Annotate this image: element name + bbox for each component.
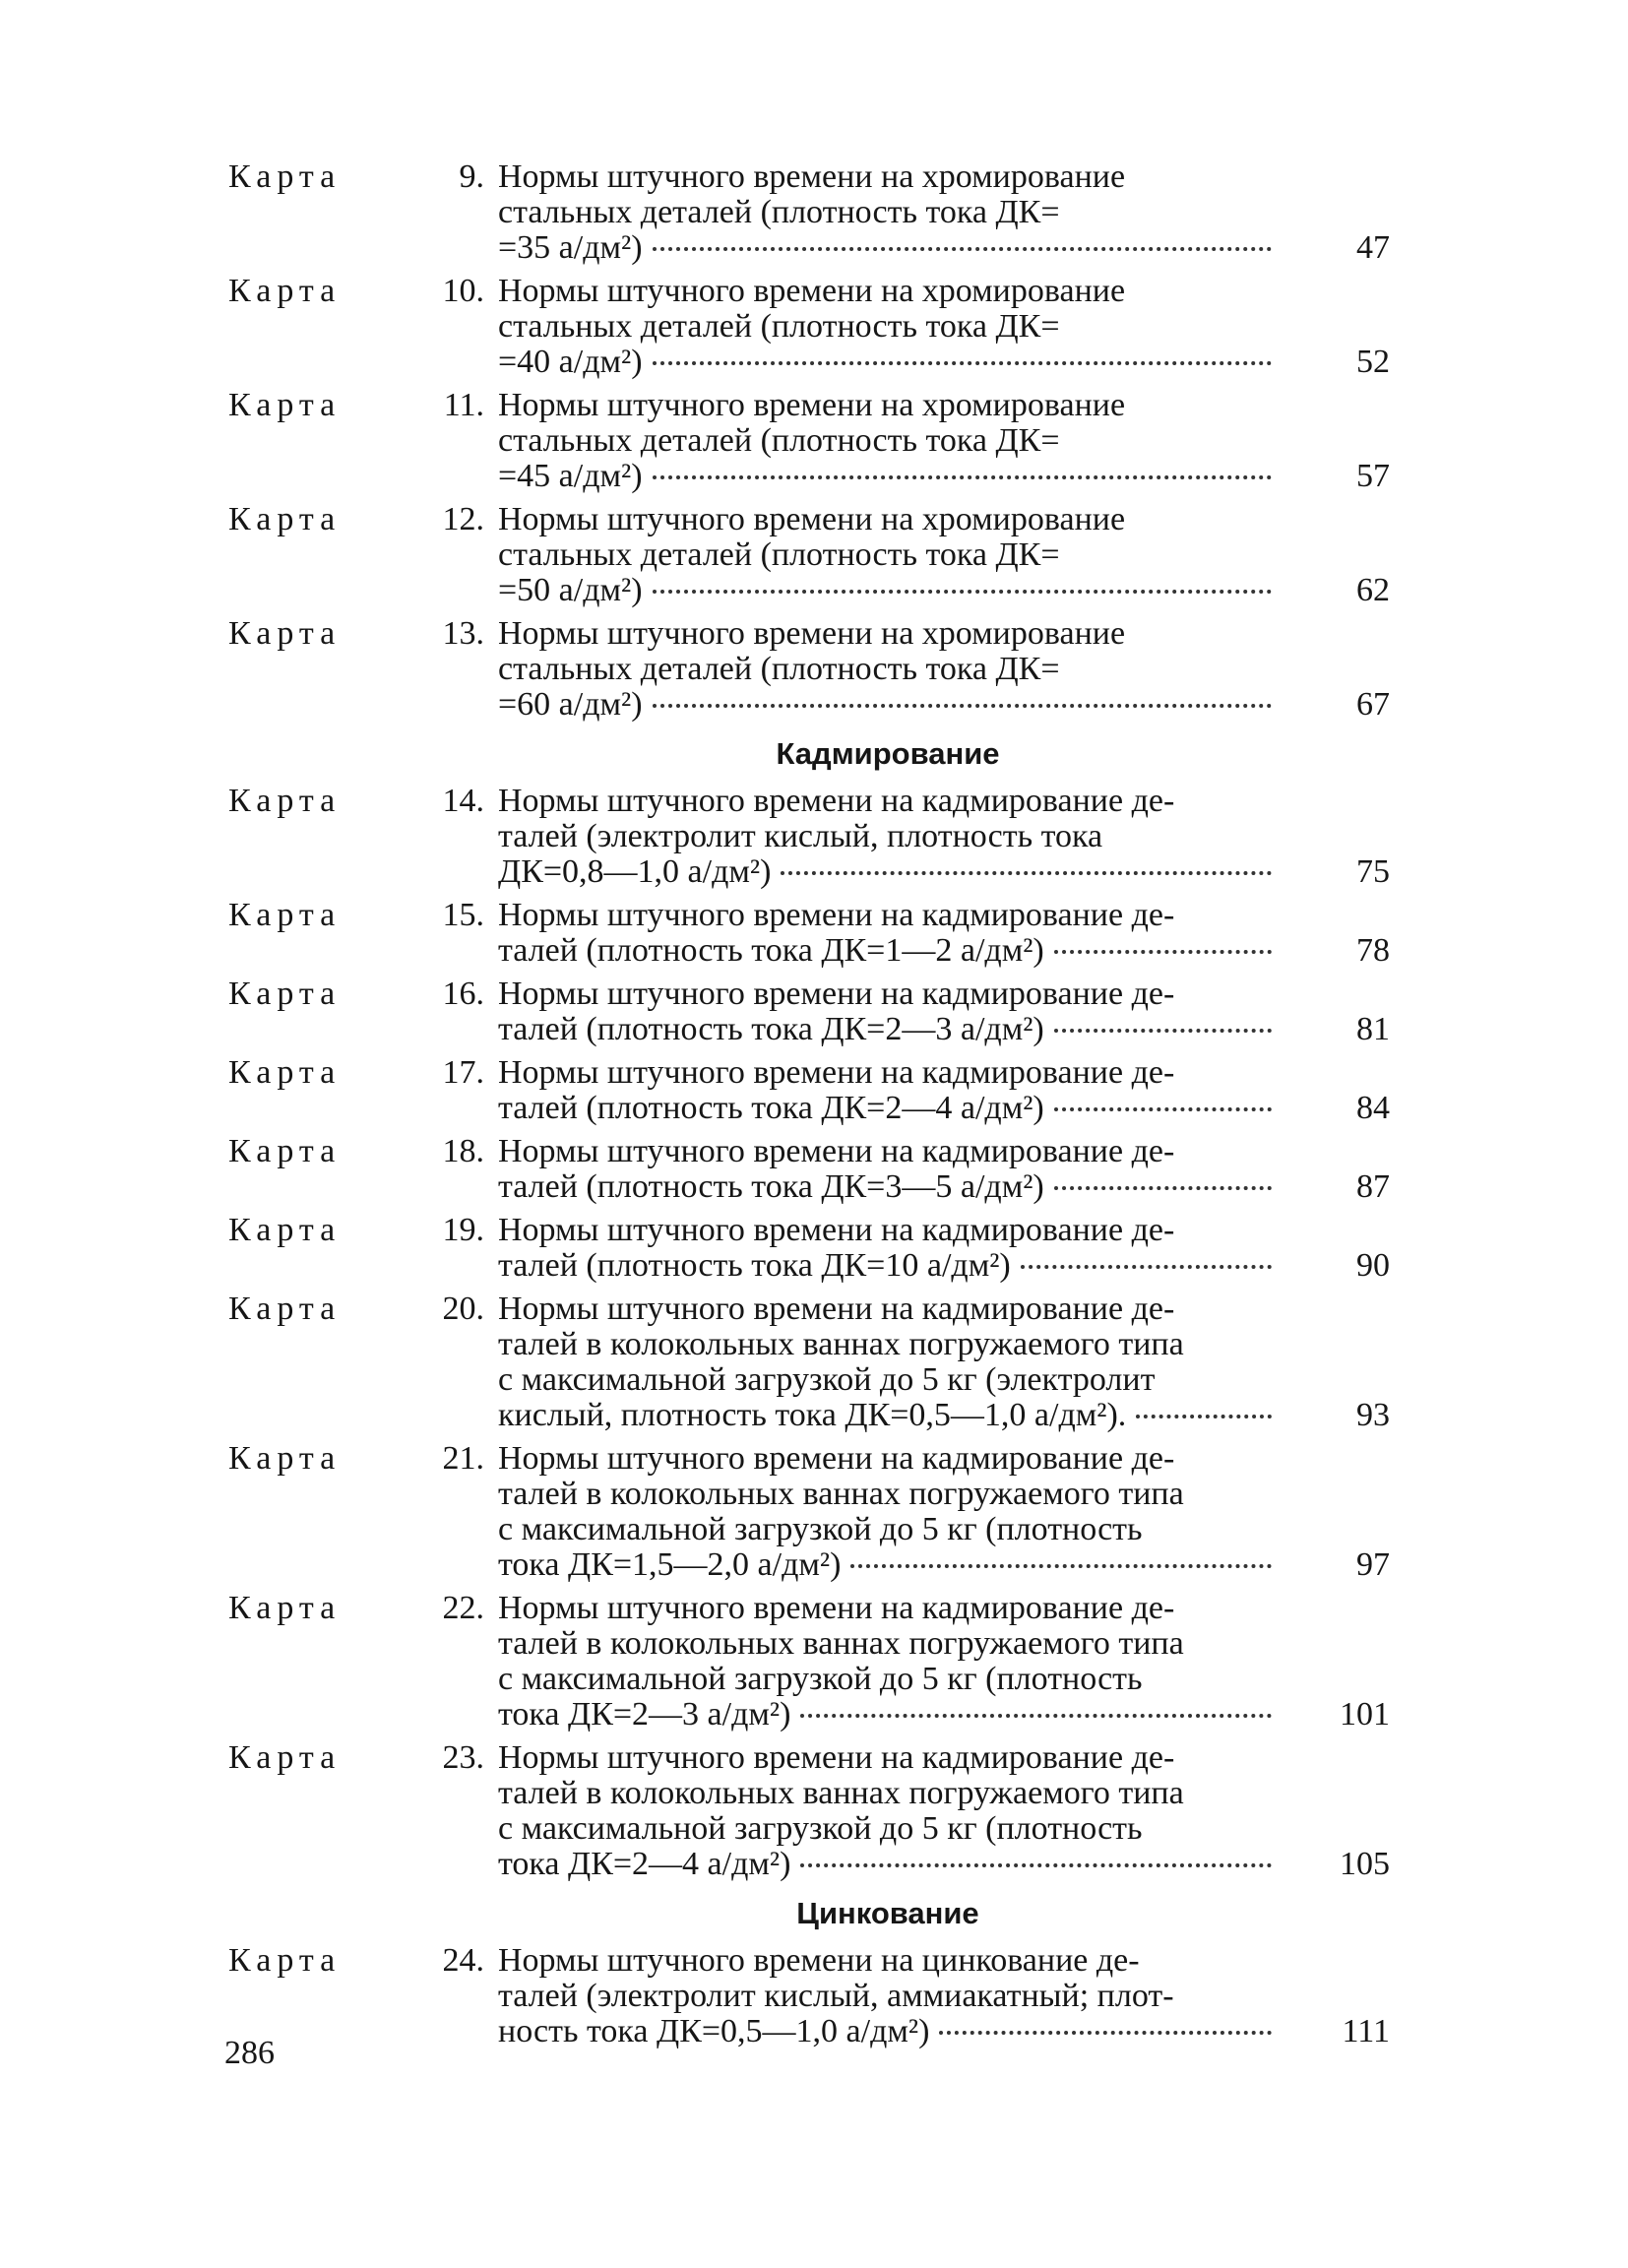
entry-line — [498, 784, 1390, 819]
entry-number: 16. — [442, 976, 484, 1012]
entry-line — [498, 933, 1390, 969]
entry-line-text: тока ДК=1,5—2,0 а/дм²) — [498, 1546, 842, 1583]
entry-line-text: тока ДК=2—4 а/дм²) — [498, 1846, 791, 1882]
entry-line — [498, 423, 1390, 459]
page-number: 286 — [224, 2035, 275, 2071]
section-heading-cadmium: Кадмирование — [776, 736, 1000, 771]
entry-line-text: талей (плотность тока ДК=1—2 а/дм²) — [498, 932, 1044, 969]
entry-description — [498, 1213, 1390, 1284]
entry-label: Карта — [228, 783, 342, 819]
entry-line-text: кислый, плотность тока ДК=0,5—1,0 а/дм²). — [498, 1397, 1127, 1433]
entry-label: Карта — [228, 501, 342, 537]
toc-entry — [228, 1292, 1390, 1433]
section-heading-zinc: Цинкование — [796, 1896, 979, 1930]
entry-label: Карта — [228, 897, 342, 933]
entry-line — [498, 1169, 1390, 1205]
toc-entry — [228, 502, 1390, 608]
entry-description — [498, 159, 1390, 266]
entry-description — [498, 1055, 1390, 1126]
entry-line-text: стальных деталей (плотность тока ДК= — [498, 651, 1060, 687]
entry-page-number: 111 — [1342, 2013, 1390, 2049]
entry-number: 19. — [442, 1212, 484, 1248]
entry-line — [498, 1012, 1390, 1047]
entry-label: Карта — [228, 1440, 342, 1477]
entry-line-text: Нормы штучного времени на хромирование — [498, 273, 1126, 309]
entry-number: 17. — [442, 1054, 484, 1091]
toc-entry — [228, 1213, 1390, 1284]
entry-line — [498, 976, 1390, 1012]
entry-line — [498, 1327, 1390, 1362]
toc-group-cadmium — [228, 784, 1390, 1882]
entry-line-text: Нормы штучного времени на кадмирование де- — [498, 783, 1175, 819]
entry-label: Карта — [228, 1133, 342, 1169]
entry-description — [498, 616, 1390, 723]
entry-number: 11. — [443, 387, 484, 423]
entry-description — [498, 388, 1390, 494]
entry-line-text: Нормы штучного времени на кадмирование де- — [498, 1054, 1175, 1091]
entry-line — [498, 1213, 1390, 1248]
entry-line-text: с максимальной загрузкой до 5 кг (плотность — [498, 1810, 1143, 1847]
entry-line — [498, 2014, 1390, 2049]
entry-label: Карта — [228, 387, 342, 423]
entry-line — [498, 1292, 1390, 1327]
entry-page-number: 101 — [1340, 1696, 1390, 1732]
entry-line-text: Нормы штучного времени на цинкование де- — [498, 1942, 1140, 1979]
entry-label: Карта — [228, 1590, 342, 1626]
dot-leader — [1054, 1186, 1272, 1190]
toc-entry — [228, 1055, 1390, 1126]
entry-line — [498, 616, 1390, 652]
entry-line — [498, 1811, 1390, 1847]
entry-label: Карта — [228, 273, 342, 309]
entry-line — [498, 502, 1390, 537]
entry-line — [498, 1697, 1390, 1732]
entry-line — [498, 1512, 1390, 1547]
entry-page-number: 84 — [1356, 1090, 1390, 1126]
entry-page-number: 75 — [1356, 853, 1390, 890]
toc-entry — [228, 1441, 1390, 1583]
table-of-contents — [228, 159, 1390, 2057]
entry-line — [498, 1134, 1390, 1169]
dot-leader — [653, 247, 1272, 251]
entry-line-text: с максимальной загрузкой до 5 кг (плотность — [498, 1511, 1143, 1547]
entry-line-text: стальных деталей (плотность тока ДК= — [498, 536, 1060, 573]
entry-line — [498, 1547, 1390, 1583]
entry-label: Карта — [228, 1054, 342, 1091]
entry-description — [498, 502, 1390, 608]
entry-line-text: Нормы штучного времени на хромирование — [498, 387, 1126, 423]
entry-line — [498, 274, 1390, 309]
entry-line — [498, 819, 1390, 854]
entry-line — [498, 854, 1390, 890]
entry-line — [498, 159, 1390, 195]
entry-line-text: =40 а/дм²) — [498, 344, 643, 380]
entry-number: 21. — [442, 1440, 484, 1477]
entry-line-text: тока ДК=2—3 а/дм²) — [498, 1696, 791, 1732]
entry-line — [498, 1776, 1390, 1811]
entry-line — [498, 1091, 1390, 1126]
dot-leader — [653, 361, 1272, 365]
dot-leader — [1021, 1265, 1272, 1269]
entry-line — [498, 1477, 1390, 1512]
toc-entry — [228, 898, 1390, 969]
toc-entry — [228, 388, 1390, 494]
entry-line-text: =50 а/дм²) — [498, 572, 643, 608]
entry-line-text: талей (плотность тока ДК=2—4 а/дм²) — [498, 1090, 1044, 1126]
entry-line — [498, 345, 1390, 380]
entry-line-text: =35 а/дм²) — [498, 229, 643, 266]
toc-entry — [228, 1943, 1390, 2049]
entry-description — [498, 1591, 1390, 1732]
entry-line — [498, 459, 1390, 494]
entry-number: 14. — [442, 783, 484, 819]
entry-page-number: 78 — [1356, 932, 1390, 969]
entry-number: 22. — [442, 1590, 484, 1626]
entry-page-number: 97 — [1356, 1546, 1390, 1583]
entry-number: 10. — [442, 273, 484, 309]
entry-page-number: 81 — [1356, 1011, 1390, 1047]
entry-line-text: Нормы штучного времени на кадмирование де- — [498, 1291, 1175, 1327]
entry-line — [498, 1847, 1390, 1882]
entry-line — [498, 1591, 1390, 1626]
dot-leader — [1054, 1107, 1272, 1111]
entry-label: Карта — [228, 158, 342, 195]
entry-line-text: с максимальной загрузкой до 5 кг (плотность — [498, 1661, 1143, 1697]
entry-number: 9. — [459, 158, 484, 195]
toc-entry — [228, 1591, 1390, 1732]
entry-line — [498, 1398, 1390, 1433]
entry-page-number: 52 — [1356, 344, 1390, 380]
entry-number: 12. — [442, 501, 484, 537]
entry-description — [498, 1441, 1390, 1583]
entry-line — [498, 1362, 1390, 1398]
entry-line-text: талей в колокольных ваннах погружаемого типа — [498, 1476, 1184, 1512]
entry-line-text: Нормы штучного времени на кадмирование де- — [498, 897, 1175, 933]
entry-line-text: талей (электролит кислый, аммиакатный; плот- — [498, 1978, 1174, 2014]
entry-page-number: 87 — [1356, 1168, 1390, 1205]
entry-page-number: 90 — [1356, 1247, 1390, 1284]
entry-line-text: Нормы штучного времени на хромирование — [498, 615, 1126, 652]
entry-page-number: 93 — [1356, 1397, 1390, 1433]
entry-line-text: талей (плотность тока ДК=3—5 а/дм²) — [498, 1168, 1044, 1205]
entry-number: 13. — [442, 615, 484, 652]
toc-entry — [228, 976, 1390, 1047]
entry-line-text: талей (плотность тока ДК=10 а/дм²) — [498, 1247, 1011, 1284]
toc-entry — [228, 1740, 1390, 1882]
entry-label: Карта — [228, 615, 342, 652]
entry-line — [498, 687, 1390, 723]
entry-line-text: талей (электролит кислый, плотность тока — [498, 818, 1103, 854]
dot-leader — [781, 871, 1272, 875]
dot-leader — [653, 475, 1272, 479]
entry-line-text: Нормы штучного времени на хромирование — [498, 501, 1126, 537]
entry-description — [498, 784, 1390, 890]
entry-description — [498, 274, 1390, 380]
dot-leader — [939, 2031, 1272, 2035]
entry-number: 23. — [442, 1739, 484, 1776]
entry-line — [498, 1740, 1390, 1776]
entry-label: Карта — [228, 1212, 342, 1248]
entry-line-text: стальных деталей (плотность тока ДК= — [498, 194, 1060, 230]
entry-line — [498, 388, 1390, 423]
entry-line-text: Нормы штучного времени на кадмирование де- — [498, 1739, 1175, 1776]
entry-description — [498, 1943, 1390, 2049]
dot-leader — [1136, 1415, 1272, 1418]
entry-line — [498, 1943, 1390, 1979]
entry-line-text: талей (плотность тока ДК=2—3 а/дм²) — [498, 1011, 1044, 1047]
entry-line-text: талей в колокольных ваннах погружаемого типа — [498, 1625, 1184, 1662]
entry-line — [498, 1626, 1390, 1662]
toc-entry — [228, 784, 1390, 890]
entry-line-text: с максимальной загрузкой до 5 кг (электролит — [498, 1361, 1156, 1398]
entry-line-text: талей в колокольных ваннах погружаемого типа — [498, 1775, 1184, 1811]
toc-group-chromium — [228, 159, 1390, 723]
entry-page-number: 57 — [1356, 458, 1390, 494]
entry-page-number: 47 — [1356, 229, 1390, 266]
entry-number: 20. — [442, 1291, 484, 1327]
dot-leader — [800, 1863, 1272, 1867]
dot-leader — [1054, 1029, 1272, 1033]
entry-label: Карта — [228, 1291, 342, 1327]
entry-line — [498, 1979, 1390, 2014]
entry-number: 15. — [442, 897, 484, 933]
dot-leader — [850, 1564, 1272, 1568]
entry-line-text: Нормы штучного времени на хромирование — [498, 158, 1126, 195]
entry-line — [498, 1055, 1390, 1091]
entry-line-text: Нормы штучного времени на кадмирование де- — [498, 1133, 1175, 1169]
entry-description — [498, 976, 1390, 1047]
entry-page-number: 67 — [1356, 686, 1390, 723]
entry-line-text: стальных деталей (плотность тока ДК= — [498, 422, 1060, 459]
entry-number: 18. — [442, 1133, 484, 1169]
toc-entry — [228, 274, 1390, 380]
entry-line-text: =60 а/дм²) — [498, 686, 643, 723]
entry-line-text: Нормы штучного времени на кадмирование де- — [498, 1590, 1175, 1626]
entry-line — [498, 195, 1390, 230]
entry-page-number: 105 — [1340, 1846, 1390, 1882]
entry-line — [498, 573, 1390, 608]
entry-line — [498, 1441, 1390, 1477]
entry-label: Карта — [228, 1942, 342, 1979]
entry-line-text: Нормы штучного времени на кадмирование де- — [498, 976, 1175, 1012]
entry-line-text: Нормы штучного времени на кадмирование де- — [498, 1440, 1175, 1477]
entry-line-text: ность тока ДК=0,5—1,0 а/дм²) — [498, 2013, 930, 2049]
entry-line — [498, 1248, 1390, 1284]
entry-line — [498, 652, 1390, 687]
entry-line-text: Нормы штучного времени на кадмирование де- — [498, 1212, 1175, 1248]
entry-description — [498, 1740, 1390, 1882]
toc-group-zinc — [228, 1943, 1390, 2049]
entry-line — [498, 309, 1390, 345]
entry-line — [498, 898, 1390, 933]
dot-leader — [800, 1714, 1272, 1718]
entry-line-text: талей в колокольных ваннах погружаемого типа — [498, 1326, 1184, 1362]
toc-entry — [228, 159, 1390, 266]
entry-description — [498, 1134, 1390, 1205]
entry-line-text: стальных деталей (плотность тока ДК= — [498, 308, 1060, 345]
entry-line-text: =45 а/дм²) — [498, 458, 643, 494]
entry-number: 24. — [442, 1942, 484, 1979]
dot-leader — [653, 590, 1272, 594]
entry-line — [498, 230, 1390, 266]
entry-description — [498, 898, 1390, 969]
dot-leader — [1054, 950, 1272, 954]
dot-leader — [653, 704, 1272, 708]
entry-description — [498, 1292, 1390, 1433]
entry-line — [498, 1662, 1390, 1697]
entry-label: Карта — [228, 1739, 342, 1776]
entry-line-text: ДК=0,8—1,0 а/дм²) — [498, 853, 772, 890]
toc-entry — [228, 1134, 1390, 1205]
entry-line — [498, 537, 1390, 573]
toc-entry — [228, 616, 1390, 723]
entry-page-number: 62 — [1356, 572, 1390, 608]
entry-label: Карта — [228, 976, 342, 1012]
